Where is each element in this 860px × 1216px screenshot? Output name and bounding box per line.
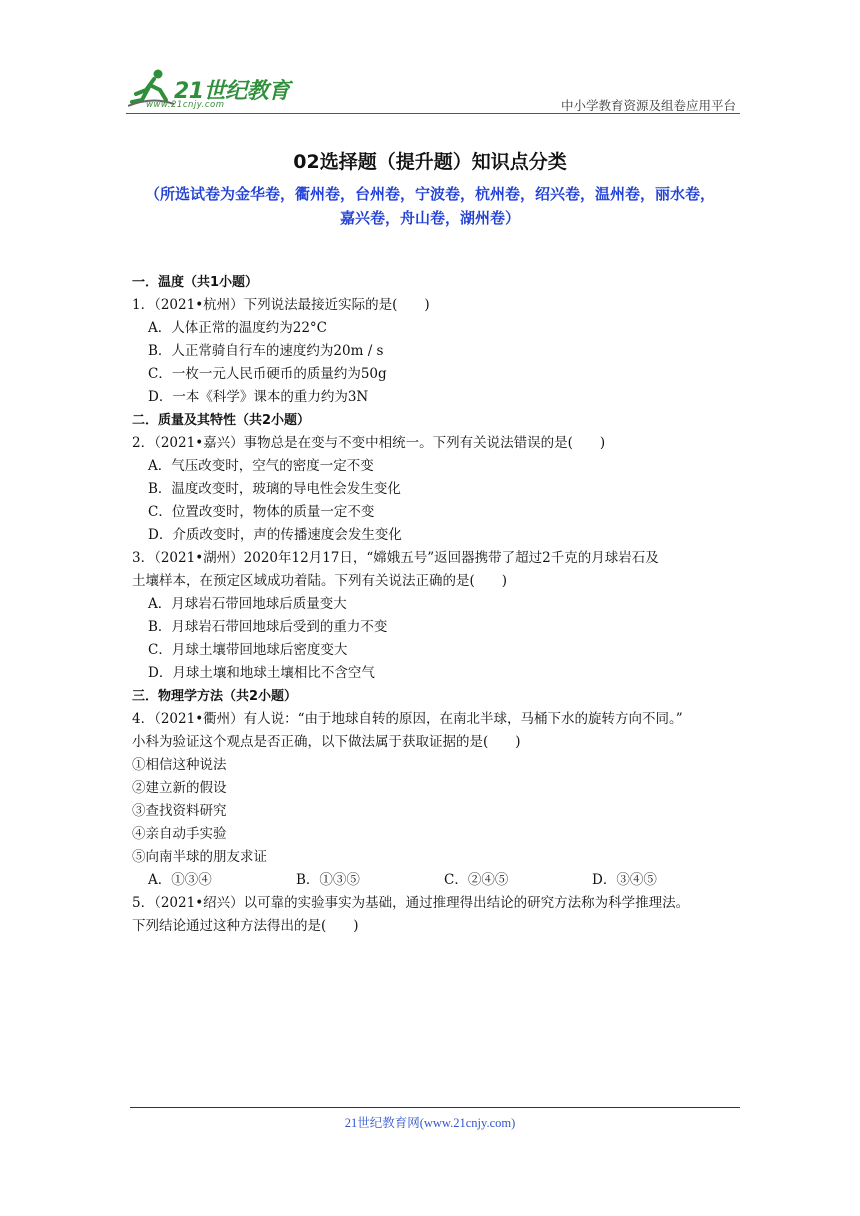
q4-options	[132, 869, 740, 892]
question-text: ④亲自动手实验	[132, 826, 227, 842]
answer-option[interactable]: D．介质改变时，声的传播速度会发生变化	[148, 527, 402, 543]
question-text: 2．（2021•嘉兴）事物总是在变与不变中相统一。下列有关说法错误的是( )	[132, 435, 606, 451]
logo-url: www.21cnjy.com	[146, 100, 225, 110]
platform-name: 中小学教育资源及组卷应用平台	[560, 99, 736, 113]
question-text: 3．（2021•湖州）2020年12月17日，“嫦娥五号”返回器携带了超过2千克的月球岩石及	[132, 550, 659, 566]
answer-option[interactable]: A．月球岩石带回地球后质量变大	[148, 596, 347, 612]
answer-option[interactable]: B．人正常骑自行车的速度约为20m / s	[148, 343, 384, 359]
answer-option[interactable]: C．位置改变时，物体的质量一定不变	[148, 504, 375, 520]
answer-option[interactable]: D．一本《科学》课本的重力约为3N	[148, 389, 369, 405]
question-text: 1．（2021•杭州）下列说法最接近实际的是( )	[132, 297, 430, 313]
section-heading: 二．质量及其特性（共2小题）	[132, 413, 311, 428]
header-divider	[126, 113, 740, 114]
answer-option[interactable]: B．温度改变时，玻璃的导电性会发生变化	[148, 481, 401, 497]
question-text: ③查找资料研究	[132, 803, 227, 819]
q4-option-c[interactable]: C．②④⑤	[444, 872, 509, 888]
footer-text: 21世纪教育网(www.21cnjy.com)	[344, 1116, 516, 1130]
answer-option[interactable]: B．月球岩石带回地球后受到的重力不变	[148, 619, 388, 635]
answer-option[interactable]: D．月球土壤和地球土壤相比不含空气	[148, 665, 375, 681]
footer-divider	[130, 1107, 740, 1108]
question-text: 土壤样本，在预定区域成功着陆。下列有关说法正确的是( )	[132, 573, 508, 589]
answer-option[interactable]: C．月球土壤带回地球后密度变大	[148, 642, 348, 658]
section-heading: 三．物理学方法（共2小题）	[132, 689, 298, 704]
q4-option-b[interactable]: B．①③⑤	[296, 872, 360, 888]
page-header	[128, 66, 740, 114]
q4-option-d[interactable]: D．③④⑤	[592, 872, 657, 888]
question-text: ②建立新的假设	[132, 780, 227, 796]
section-heading: 一．温度（共1小题）	[132, 275, 259, 290]
logo	[128, 66, 298, 112]
page-title: 02选择题（提升题）知识点分类	[293, 151, 567, 173]
answer-option[interactable]: A．气压改变时，空气的密度一定不变	[148, 458, 374, 474]
answer-option[interactable]: C．一枚一元人民币硬币的质量约为50g	[148, 366, 387, 382]
question-text: 4．（2021•衢州）有人说：“由于地球自转的原因，在南北半球，马桶下水的旋转方向不同。”	[132, 711, 683, 727]
logo-brand: 21世纪教育	[174, 79, 290, 104]
page-subtitle: （所选试卷为金华卷，衢州卷，台州卷，宁波卷，杭州卷，绍兴卷，温州卷，丽水卷，嘉兴卷，舟山卷，湖州卷）	[144, 185, 715, 227]
q5-line: 下列结论通过这种方法得出的是( )	[132, 918, 359, 934]
q5-line: 5．（2021•绍兴）以可靠的实验事实为基础，通过推理得出结论的研究方法称为科学推理法。	[132, 895, 690, 911]
question-text: ①相信这种说法	[132, 757, 227, 773]
question-text: ⑤向南半球的朋友求证	[132, 849, 267, 865]
answer-option[interactable]: A．人体正常的温度约为22°C	[148, 320, 328, 336]
question-list	[132, 271, 740, 938]
question-text: 小科为验证这个观点是否正确，以下做法属于获取证据的是( )	[132, 734, 521, 750]
q4-option-a[interactable]: A．①③④	[148, 872, 212, 888]
